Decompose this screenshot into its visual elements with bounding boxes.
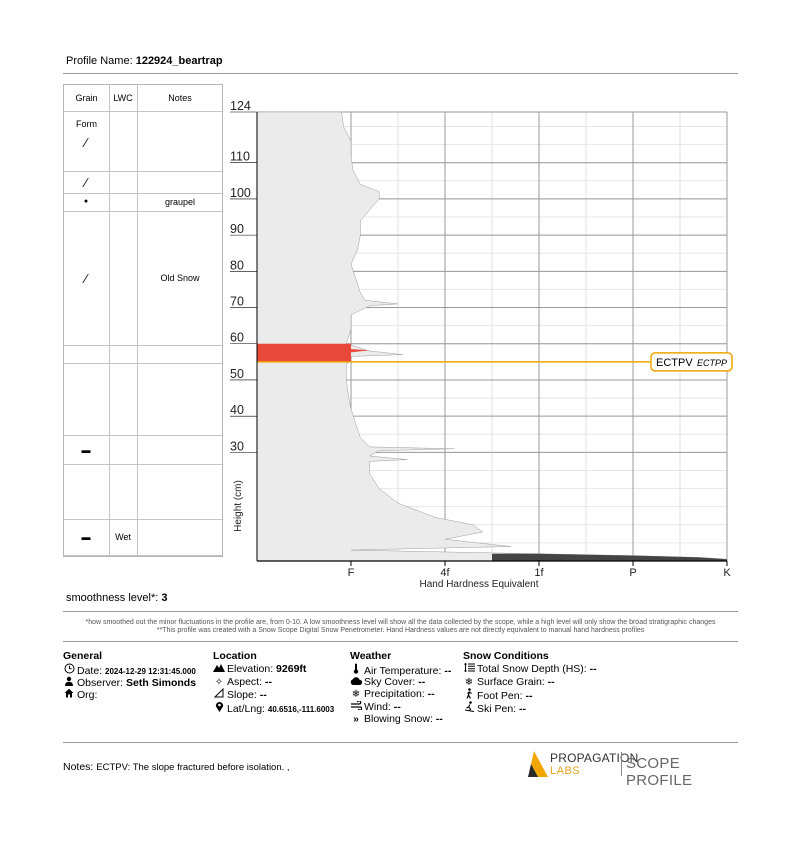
general-title: General <box>63 650 103 662</box>
smoothness-value: 3 <box>161 592 168 604</box>
propagation-labs-logo <box>528 750 738 789</box>
bar-icon: ▬ <box>81 444 91 455</box>
blowing-label: Blowing Snow: <box>364 713 433 725</box>
compass-icon: ✧ <box>214 676 224 688</box>
precip-label: Precipitation: <box>364 688 425 700</box>
depth-row <box>463 663 597 676</box>
sky-row <box>350 676 451 689</box>
profile-name-value: 122924_beartrap <box>135 55 223 67</box>
latlng-label: Lat/Lng: <box>227 702 265 715</box>
snow-title: Snow Conditions <box>463 650 549 662</box>
foot-pen-row <box>463 688 597 701</box>
aspect-row <box>213 676 334 689</box>
surface-grain-row <box>463 676 597 689</box>
elevation-value: 9269ft <box>276 663 307 675</box>
notes-value: ECTPV: The slope fractured before isolation. , <box>96 762 290 773</box>
footnote-divider <box>63 641 738 642</box>
smoothness-level <box>66 592 168 604</box>
observer-value: Seth Simonds <box>126 676 197 689</box>
test-result-sublabel: ECTPP <box>697 357 728 368</box>
aspect-label: Aspect: <box>227 675 263 688</box>
y-tick-label: 100 <box>230 185 251 200</box>
org-row <box>63 688 196 701</box>
x-tick-label: P <box>629 567 637 579</box>
air-temp-value: -- <box>444 665 452 677</box>
logo-mark-icon <box>528 751 548 777</box>
map-pin-icon <box>213 701 225 717</box>
notes-divider <box>63 742 738 743</box>
ski-pen-value: -- <box>519 702 527 715</box>
table-header-grain-form: Grain Form <box>75 93 98 129</box>
y-tick-label: 30 <box>230 439 244 454</box>
latlng-row <box>213 701 334 714</box>
footnote-smoothness: *how smoothed out the minor fluctuations in the profile are, from 0-10. A low smoothness level will show all the data collected by the scope, while a high level will only show the broad stratigraphic changes <box>85 619 716 626</box>
table-lwc-cell: Wet <box>115 531 131 542</box>
notes <box>63 761 290 773</box>
y-tick-label: 60 <box>230 330 244 345</box>
notes-label: Notes: <box>63 761 94 773</box>
x-tick-label: K <box>723 567 731 579</box>
foot-pen-label: Foot Pen: <box>477 690 523 702</box>
smoothness-label: smoothness level*: <box>66 592 159 604</box>
double-chevron-icon: » <box>353 714 359 725</box>
observer-label: Observer: <box>77 676 124 689</box>
general-section <box>63 650 196 701</box>
test-result-label: ECTPV <box>656 356 693 369</box>
logo-scope-profile: SCOPE PROFILE <box>626 755 693 789</box>
x-axis-title: Hand Hardness Equivalent <box>419 579 539 590</box>
home-icon <box>63 688 75 703</box>
date-label: Date: <box>77 665 103 677</box>
y-axis-title: Height (cm) <box>233 480 244 532</box>
weather-section <box>350 650 451 726</box>
observer-row <box>63 676 196 689</box>
elevation-row <box>213 663 334 676</box>
table-header-notes: Notes <box>168 93 192 103</box>
y-tick-label: 110 <box>230 149 250 164</box>
date-value: 2024-12-29 12:31:45.000 <box>105 667 196 676</box>
blowing-row <box>350 713 451 726</box>
air-temp-label: Air Temperature: <box>364 665 442 677</box>
slash-icon: ⁄ <box>84 134 88 150</box>
snowflake-icon: ❄ <box>464 676 474 688</box>
mountain-icon <box>213 663 225 677</box>
ski-pen-row <box>463 701 597 714</box>
wind-value: -- <box>393 700 401 713</box>
x-tick-label: F <box>347 567 355 579</box>
wind-row <box>350 701 451 714</box>
slope-row <box>213 688 334 701</box>
dot-icon: ● <box>83 197 89 205</box>
logo-separator <box>621 752 622 776</box>
latlng-value: 40.6516,-111.6003 <box>267 704 335 714</box>
depth-value: -- <box>589 663 597 675</box>
snow-section <box>463 650 597 713</box>
y-tick-label: 50 <box>230 366 244 381</box>
blowing-value: -- <box>435 713 443 725</box>
sky-value: -- <box>418 675 426 688</box>
basal-hard-layer <box>492 554 727 561</box>
precip-row <box>350 688 451 701</box>
ski-pen-label: Ski Pen: <box>477 702 517 715</box>
y-tick-label: 70 <box>230 294 244 309</box>
y-tick-label: 40 <box>230 403 244 418</box>
x-tick-label: 1f <box>534 567 544 579</box>
y-tick-label: 124 <box>230 99 251 113</box>
location-section <box>213 650 334 713</box>
table-header-lwc: LWC <box>113 93 133 103</box>
profile-name-label: Profile Name: <box>66 55 133 67</box>
sky-label: Sky Cover: <box>364 675 416 688</box>
skier-icon <box>463 701 475 717</box>
weather-title: Weather <box>350 650 392 662</box>
date-row <box>63 663 196 676</box>
aspect-value: -- <box>264 675 272 688</box>
elevation-label: Elevation: <box>227 663 274 675</box>
footnote-scope: **This profile was created with a Snow Scope Digital Snow Penetrometer. Hand Hardness values are not directly equivalent to manual hand hardness profiles <box>156 627 645 634</box>
surface-grain-value: -- <box>547 675 555 688</box>
smoothness-divider <box>63 611 738 612</box>
surface-grain-label: Surface Grain: <box>477 675 545 688</box>
wind-label: Wind: <box>364 700 391 713</box>
x-tick-label: 4f <box>440 567 450 579</box>
y-tick-label: 90 <box>230 222 244 237</box>
slash-icon: ⁄ <box>84 174 88 190</box>
logo-propagation: PROPAGATION <box>550 751 639 765</box>
wind-icon <box>350 701 362 715</box>
org-label: Org: <box>77 689 98 701</box>
slope-label: Slope: <box>227 689 257 701</box>
foot-pen-value: -- <box>525 690 533 702</box>
precip-value: -- <box>427 688 435 700</box>
y-tick-label: 80 <box>230 258 244 273</box>
list-icon <box>463 663 475 677</box>
table-notes-cell: graupel <box>164 196 196 207</box>
snowflake-icon: ❄ <box>351 689 361 700</box>
table-notes-cell: Old Snow <box>160 272 200 283</box>
slope-value: -- <box>259 689 267 701</box>
slash-icon: ⁄ <box>84 270 88 286</box>
location-title: Location <box>213 650 257 662</box>
logo-labs: LABS <box>550 765 581 777</box>
bar-icon: ▬ <box>81 531 91 542</box>
highlighted-layer <box>257 344 351 362</box>
depth-label: Total Snow Depth (HS): <box>477 663 587 675</box>
air-temp-row <box>350 663 451 676</box>
